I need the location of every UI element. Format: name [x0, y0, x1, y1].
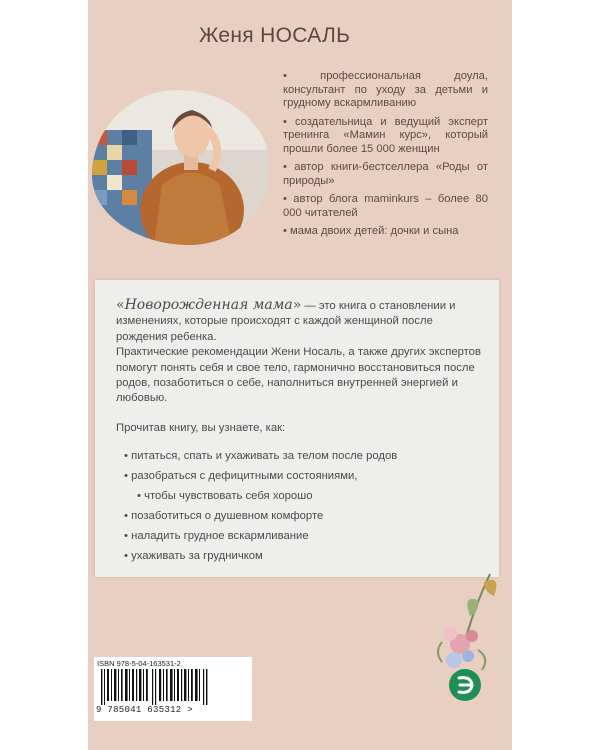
learn-lead: Прочитав книгу, вы узнаете, как: — [116, 422, 286, 434]
author-name: Женя НОСАЛЬ — [199, 24, 351, 47]
quote-open: « — [116, 297, 125, 313]
barcode-digits: 9 785041 635312 > — [96, 705, 193, 715]
publisher-logo-icon — [448, 668, 482, 702]
learn-item: • разобраться с дефицитными состояниями, — [124, 466, 424, 486]
bio-item: • автор блога maminkurs – более 80 000 читателей — [283, 193, 488, 220]
barcode — [101, 669, 209, 705]
bio-item: • мама двоих детей: дочки и сына — [283, 225, 488, 239]
description-text-1: — это книга о становлении и изменениях, которые происходят с каждой женщиной после рождения ребенка. — [116, 300, 456, 343]
learn-item: • ухаживать за грудничком — [124, 546, 424, 566]
quote-close: » — [292, 297, 302, 313]
author-bio-list — [283, 70, 488, 244]
description-text-2: Практические рекомендации Жени Носаль, а также других экспертов помогут понять себя и свое тело, гармонично восстановиться после родов, позаботиться о себе, наполниться внутренней энергией и любовью. — [116, 346, 481, 405]
bio-item: • создательница и ведущий эксперт тренинга «Мамин курс», который прошли более 15 000 женщин — [283, 116, 488, 157]
bio-item: • автор книги-бестселлера «Роды от природы» — [283, 161, 488, 188]
book-title: Новорожденная мама — [124, 297, 293, 313]
learn-list — [124, 446, 424, 566]
book-description — [116, 298, 482, 407]
isbn-label: ISBN 978-5-04-163531-2 — [97, 659, 181, 668]
bio-item: • професcиональная доула, консультант по уходу за детьми и грудному вскармливанию — [283, 70, 488, 111]
learn-item: • позаботиться о душевном комфорте — [124, 506, 424, 526]
learn-item-continuation: • чтобы чувствовать себя хорошо — [124, 486, 424, 506]
learn-item: • питаться, спать и ухаживать за телом после родов — [124, 446, 424, 466]
author-photo — [92, 90, 270, 245]
learn-item: • наладить грудное вскармливание — [124, 526, 424, 546]
